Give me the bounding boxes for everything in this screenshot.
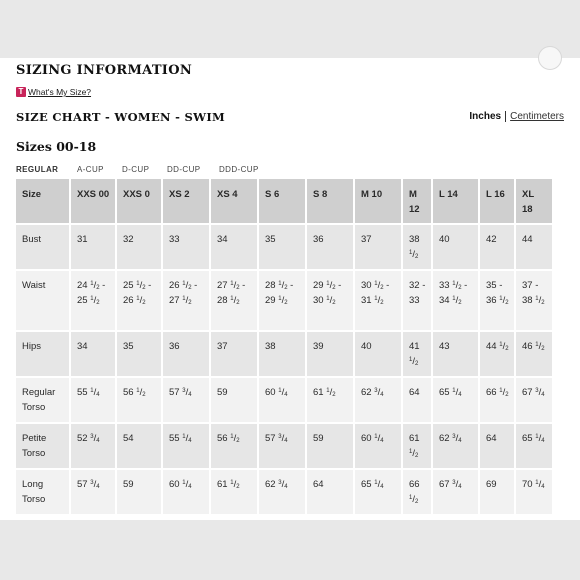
table-cell: 35 — [259, 225, 305, 269]
table-cell: 31 — [71, 225, 115, 269]
size-header-cell: XS 2 — [163, 179, 209, 223]
table-cell: 32 — [117, 225, 161, 269]
table-row — [16, 271, 552, 330]
table-cell: 29 $^1/_2 - 30$ $^1/_2$ — [307, 271, 353, 330]
table-cell: 37 — [355, 225, 401, 269]
table-cell: 52 $^3/_4$ — [71, 424, 115, 468]
sizes-heading: Sizes 00-18 — [16, 139, 97, 154]
whats-my-size-link[interactable]: What's My Size? — [28, 87, 92, 97]
table-cell: 61 $^1/_2$ — [211, 470, 257, 514]
size-header-cell: M 12 — [403, 179, 431, 223]
table-cell: 39 — [307, 332, 353, 376]
table-cell: 57 $^3/_4$ — [163, 378, 209, 422]
table-cell: 44 $^1/_2$ — [480, 332, 514, 376]
table-cell: 60 $^1/_4$ — [163, 470, 209, 514]
table-cell: 33 — [163, 225, 209, 269]
table-cell: 34 — [211, 225, 257, 269]
table-row — [16, 378, 552, 422]
table-cell: 54 — [117, 424, 161, 468]
table-cell: 27 $^1/_2 - 28$ $^1/_2$ — [211, 271, 257, 330]
table-cell: 40 — [355, 332, 401, 376]
table-cell: 61 $^1/_2$ — [403, 424, 431, 468]
cup-label-a: A-CUP — [77, 165, 104, 174]
size-header-cell: XL 18 — [516, 179, 552, 223]
size-header-cell: L 16 — [480, 179, 514, 223]
table-cell: 25 $^1/_2 - 26$ $^1/_2$ — [117, 271, 161, 330]
table-cell: 40 — [433, 225, 478, 269]
size-header-cell: S 8 — [307, 179, 353, 223]
table-cell: 28 $^1/_2 - 29$ $^1/_2$ — [259, 271, 305, 330]
table-cell: 36 — [307, 225, 353, 269]
table-cell: 67 $^3/_4$ — [516, 378, 552, 422]
table-cell: 59 — [211, 378, 257, 422]
size-header-cell: XXS 00 — [71, 179, 115, 223]
table-cell: 64 — [307, 470, 353, 514]
table-cell: 57 $^3/_4$ — [71, 470, 115, 514]
table-cell: 57 $^3/_4$ — [259, 424, 305, 468]
table-cell: 61 $^1/_2$ — [307, 378, 353, 422]
table-cell: 46 $^1/_2$ — [516, 332, 552, 376]
table-cell: 65 $^1/_4$ — [433, 378, 478, 422]
size-header-cell: XXS 0 — [117, 179, 161, 223]
cup-label-ddd: DDD-CUP — [219, 165, 259, 174]
unit-inches-button[interactable]: Inches — [469, 111, 506, 122]
table-cell: 60 $^1/_4$ — [355, 424, 401, 468]
table-row — [16, 424, 552, 468]
page-title: SIZING INFORMATION — [16, 63, 192, 78]
table-row — [16, 225, 552, 269]
table-cell: 70 $^1/_4$ — [516, 470, 552, 514]
table-cell: 65 $^1/_4$ — [355, 470, 401, 514]
close-icon[interactable] — [538, 46, 562, 70]
size-header-cell: S 6 — [259, 179, 305, 223]
table-cell: 35 - 36 $^1/_2$ — [480, 271, 514, 330]
table-cell: 55 $^1/_4$ — [163, 424, 209, 468]
table-cell: 36 — [163, 332, 209, 376]
table-cell: 26 $^1/_2 - 27$ $^1/_2$ — [163, 271, 209, 330]
table-cell: 69 — [480, 470, 514, 514]
table-cell: 43 — [433, 332, 478, 376]
table-cell: 64 — [480, 424, 514, 468]
table-cell: 59 — [117, 470, 161, 514]
table-cell: 60 $^1/_4$ — [259, 378, 305, 422]
size-header-cell: M 10 — [355, 179, 401, 223]
table-cell: 30 $^1/_2 - 31$ $^1/_2$ — [355, 271, 401, 330]
table-cell: 37 - 38 $^1/_2$ — [516, 271, 552, 330]
unit-toggle — [469, 111, 564, 122]
table-cell: 62 $^3/_4$ — [259, 470, 305, 514]
whats-my-size[interactable] — [16, 87, 91, 97]
table-cell: 44 — [516, 225, 552, 269]
table-cell: 38 — [259, 332, 305, 376]
table-cell: 66 $^1/_2$ — [480, 378, 514, 422]
cup-label-dd: DD-CUP — [167, 165, 201, 174]
table-cell: 34 — [71, 332, 115, 376]
row-label: Waist — [16, 271, 69, 330]
row-label: Regular Torso — [16, 378, 69, 422]
table-row — [16, 470, 552, 514]
table-cell: 55 $^1/_4$ — [71, 378, 115, 422]
unit-centimeters-link[interactable]: Centimeters — [510, 111, 564, 122]
table-cell: 56 $^1/_2$ — [117, 378, 161, 422]
table-cell: 35 — [117, 332, 161, 376]
table-cell: 42 — [480, 225, 514, 269]
table-cell: 67 $^3/_4$ — [433, 470, 478, 514]
size-header-cell: XS 4 — [211, 179, 257, 223]
table-cell: 64 — [403, 378, 431, 422]
table-cell: 24 $^1/_2 - 25$ $^1/_2$ — [71, 271, 115, 330]
table-cell: 65 $^1/_4$ — [516, 424, 552, 468]
table-cell: 59 — [307, 424, 353, 468]
table-cell: 41 $^1/_2$ — [403, 332, 431, 376]
row-label: Long Torso — [16, 470, 69, 514]
table-cell: 38 $^1/_2$ — [403, 225, 431, 269]
table-cell: 62 $^3/_4$ — [433, 424, 478, 468]
cup-label-d: D-CUP — [122, 165, 150, 174]
table-cell: 37 — [211, 332, 257, 376]
size-header-label: Size — [16, 179, 69, 223]
row-label: Hips — [16, 332, 69, 376]
table-row — [16, 332, 552, 376]
size-header-cell: L 14 — [433, 179, 478, 223]
table-cell: 56 $^1/_2$ — [211, 424, 257, 468]
size-chart-table — [14, 177, 554, 516]
row-label: Bust — [16, 225, 69, 269]
cup-label-regular: REGULAR — [16, 165, 59, 174]
row-label: Petite Torso — [16, 424, 69, 468]
table-cell: 62 $^3/_4$ — [355, 378, 401, 422]
chart-title: SIZE CHART - WOMEN - SWIM — [16, 110, 226, 124]
table-cell: 66 $^1/_2$ — [403, 470, 431, 514]
size-header-row — [16, 179, 552, 223]
cup-labels — [0, 165, 580, 177]
table-cell: 32 - 33 — [403, 271, 431, 330]
table-cell: 33 $^1/_2 - 34$ $^1/_2$ — [433, 271, 478, 330]
brand-t-icon: T — [16, 87, 26, 97]
